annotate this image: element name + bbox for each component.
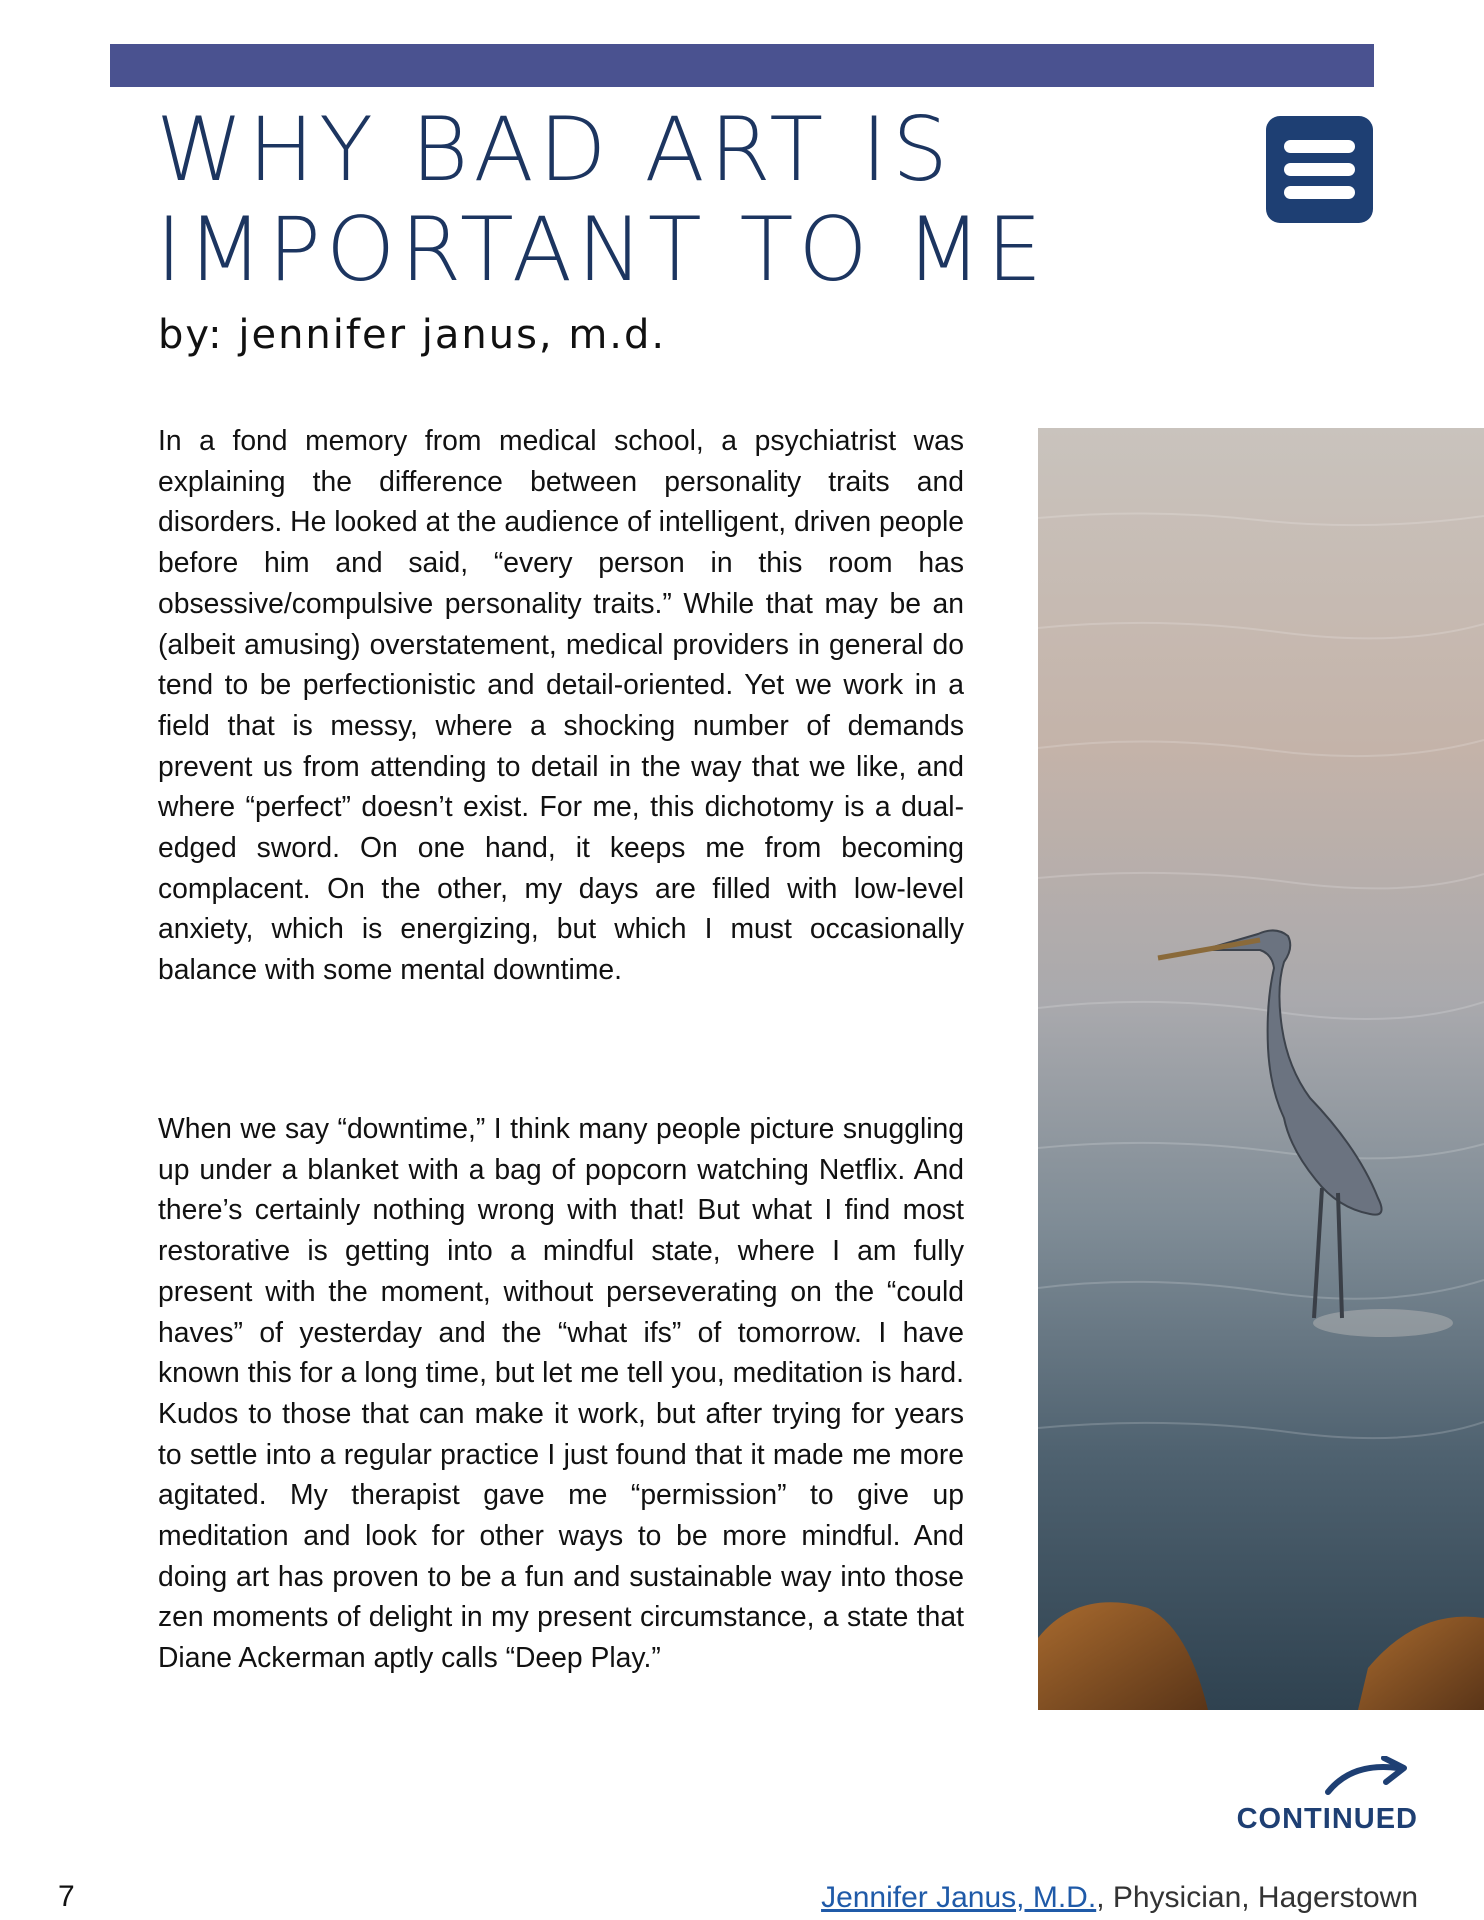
byline: by: jennifer janus, m.d. xyxy=(158,312,667,358)
title-line-1: WHY BAD ART IS xyxy=(156,98,953,201)
article-paragraph-2: When we say “downtime,” I think many people picture snuggling up under a blanket with a bag of popcorn watching Netflix. And there’s certainly nothing wrong with that! But what I find most restorative is getting into a mindful state, where I am fully present with the moment, without perseverating on the “could haves” of yesterday and the “what ifs” of tomorrow. I have known this for a long time, but let me tell you, meditation is hard. Kudos to those that can make it work, but after trying for years to settle into a regular practice I just found that it made me more agitated. My therapist gave me “permission” to give up meditation and look for other ways to be more mindful. And doing art has proven to be a fun and sustainable way into those zen moments of delight in my present circumstance, a state that Diane Ackerman aptly calls “Deep Play.” xyxy=(158,1112,964,1674)
author-link[interactable]: Jennifer Janus, M.D. xyxy=(821,1881,1097,1914)
page-number: 7 xyxy=(58,1880,75,1913)
heron-in-water-photo xyxy=(1038,428,1484,1710)
top-accent-bar xyxy=(110,44,1374,87)
continued-button[interactable] xyxy=(1150,1756,1418,1836)
title-line-2: IMPORTANT TO ME xyxy=(156,198,1048,301)
author-title: , Physician, Hagerstown xyxy=(1096,1881,1418,1914)
article-paragraph-1: In a fond memory from medical school, a psychiatrist was explaining the difference between personality traits and disorders. He looked at the audience of intelligent, driven people before him and said, “every person in this room has obsessive/compulsive personality traits.” While that may be an (albeit amusing) overstatement, medical providers in general do tend to be perfectionistic and detail-oriented. Yet we work in a field that is messy, where a shocking number of demands prevent us from attending to detail in the way that we like, and where “perfect” doesn’t exist. For me, this dichotomy is a dual-edged sword. On one hand, it keeps me from becoming complacent. On the other, my days are filled with low-level anxiety, which is energizing, but which I must occasionally balance with some mental downtime. xyxy=(158,424,964,986)
curved-arrow-right-icon xyxy=(1322,1756,1412,1796)
menu-button[interactable] xyxy=(1266,116,1373,223)
author-credit xyxy=(821,1881,1418,1915)
continued-label: CONTINUED xyxy=(1236,1803,1418,1835)
article-title xyxy=(156,100,1156,300)
